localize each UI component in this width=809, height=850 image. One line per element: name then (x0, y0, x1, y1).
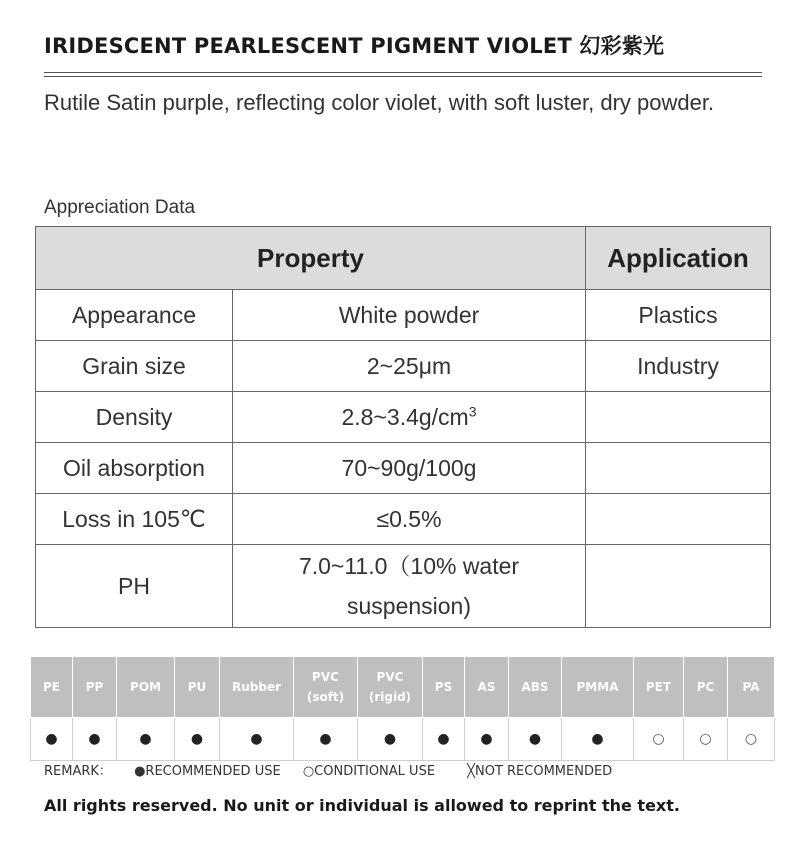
density-value: 2.8~3.4g/cm (341, 403, 469, 430)
plastic-label: PP (73, 657, 117, 718)
plastic-label: PET (634, 657, 684, 718)
plastic-label: Rubber (220, 657, 294, 718)
plastic-label (294, 657, 358, 718)
property-value: ≤0.5% (233, 494, 586, 545)
table-row (36, 290, 771, 341)
application-cell: Industry (586, 341, 771, 392)
plastic-label: PA (728, 657, 775, 718)
recommended-mark: ● (117, 718, 175, 761)
table-row (36, 341, 771, 392)
plastics-header-row (31, 657, 775, 718)
density-superscript: 3 (468, 402, 477, 419)
conditional-mark: ○ (634, 718, 684, 761)
application-cell (586, 545, 771, 628)
legend-conditional: ○CONDITIONAL USE (302, 764, 436, 779)
recommended-mark: ● (73, 718, 117, 761)
recommended-mark: ● (562, 718, 634, 761)
plastic-label-line1: PVC (376, 670, 404, 684)
plastics-usage-table (30, 656, 775, 761)
properties-header-row (36, 227, 771, 290)
recommended-mark: ● (294, 718, 358, 761)
ph-value-line2: suspension) (346, 593, 472, 619)
recommended-mark: ● (220, 718, 294, 761)
application-cell: Plastics (586, 290, 771, 341)
property-value: White powder (233, 290, 586, 341)
page-title: IRIDESCENT PEARLESCENT PIGMENT VIOLET 幻彩紫光 (44, 34, 665, 58)
property-header: Property (36, 227, 586, 290)
remark-label: REMARK： (44, 764, 112, 779)
property-name: Oil absorption (36, 443, 233, 494)
property-value (233, 545, 586, 628)
plastic-label: POM (117, 657, 175, 718)
property-value (233, 392, 586, 443)
plastic-label (358, 657, 423, 718)
property-value: 70~90g/100g (233, 443, 586, 494)
remark-legend (44, 760, 612, 779)
plastic-label-line1: PVC (312, 670, 339, 684)
plastic-label: ABS (509, 657, 562, 718)
application-cell (586, 443, 771, 494)
property-value: 2~25μm (233, 341, 586, 392)
table-row (36, 392, 771, 443)
recommended-mark: ● (509, 718, 562, 761)
section-subtitle: Appreciation Data (44, 197, 196, 218)
recommended-mark: ● (175, 718, 220, 761)
property-name: Loss in 105℃ (36, 494, 233, 545)
property-name: Grain size (36, 341, 233, 392)
plastic-label-line2: (rigid) (368, 690, 412, 704)
legend-recommended: ●RECOMMENDED USE (134, 764, 281, 779)
table-row (36, 494, 771, 545)
conditional-mark: ○ (684, 718, 728, 761)
application-cell (586, 392, 771, 443)
plastic-label: AS (465, 657, 509, 718)
product-description: Rutile Satin purple, reflecting color violet, with soft luster, dry powder. (44, 90, 715, 115)
legend-not-recommended: ╳NOT RECOMMENDED (467, 764, 613, 779)
ph-value-line1: 7.0~11.0（10% water (298, 553, 520, 579)
plastic-label: PMMA (562, 657, 634, 718)
plastic-label: PU (175, 657, 220, 718)
property-name: PH (36, 545, 233, 628)
title-divider-secondary (44, 76, 762, 77)
copyright-notice: All rights reserved. No unit or individual is allowed to reprint the text. (44, 796, 680, 815)
recommended-mark: ● (465, 718, 509, 761)
application-header: Application (586, 227, 771, 290)
plastic-label: PE (31, 657, 73, 718)
property-name: Appearance (36, 290, 233, 341)
recommended-mark: ● (358, 718, 423, 761)
application-cell (586, 494, 771, 545)
plastic-label: PC (684, 657, 728, 718)
property-name: Density (36, 392, 233, 443)
table-row (36, 545, 771, 628)
title-divider (44, 72, 762, 73)
plastic-label-line2: (soft) (306, 690, 345, 704)
recommended-mark: ● (31, 718, 73, 761)
recommended-mark: ● (423, 718, 465, 761)
plastics-mark-row (31, 718, 775, 761)
properties-table (35, 226, 771, 628)
plastic-label: PS (423, 657, 465, 718)
conditional-mark: ○ (728, 718, 775, 761)
table-row (36, 443, 771, 494)
